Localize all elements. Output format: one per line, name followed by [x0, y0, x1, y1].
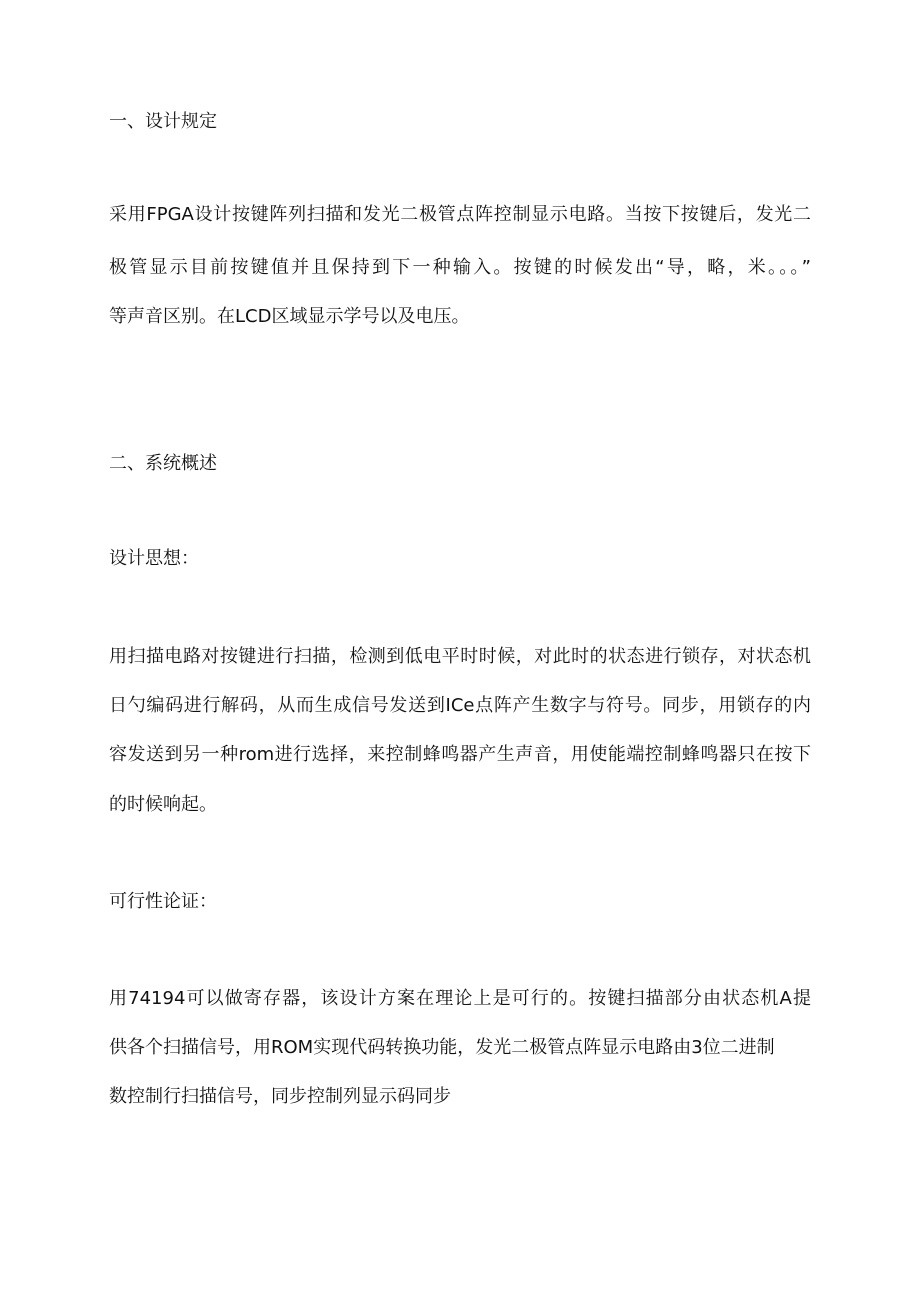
subsection-title-feasibility: 可行性论证： [109, 891, 217, 912]
section-heading-system-overview: 二、系统概述 [109, 453, 217, 474]
paragraph-line: 供各个扫描信号，用ROM实现代码转换功能，发光二极管点阵显示电路由3位二进制 [109, 1037, 775, 1058]
paragraph-line: 采用FPGA设计按键阵列扫描和发光二极管点阵控制显示电路。当按下按键后，发光二 [109, 204, 811, 225]
paragraph-line: 容发送到另一种rom进行选择，来控制蜂鸣器产生声音，用使能端控制蜂鸣器只在按下 [109, 744, 811, 765]
paragraph-line: 用74194可以做寄存器，该设计方案在理论上是可行的。按键扫描部分由状态机A提 [109, 988, 811, 1009]
paragraph-line: 数控制行扫描信号，同步控制列显示码同步 [109, 1086, 451, 1107]
paragraph-line: 的时候响起。 [109, 794, 217, 815]
paragraph-line: 日勺编码进行解码，从而生成信号发送到ICe点阵产生数字与符号。同步，用锁存的内 [109, 695, 811, 716]
subsection-title-design-idea: 设计思想： [109, 548, 199, 569]
section-heading-design-requirements: 一、设计规定 [109, 111, 217, 132]
paragraph-line: 极管显示目前按键值并且保持到下一种输入。按键的时候发出“导，略，米。。。” [109, 257, 811, 278]
paragraph-line: 用扫描电路对按键进行扫描，检测到低电平时时候，对此时的状态进行锁存，对状态机 [109, 646, 811, 667]
paragraph-line: 等声音区别。在LCD区域显示学号以及电压。 [109, 306, 470, 327]
